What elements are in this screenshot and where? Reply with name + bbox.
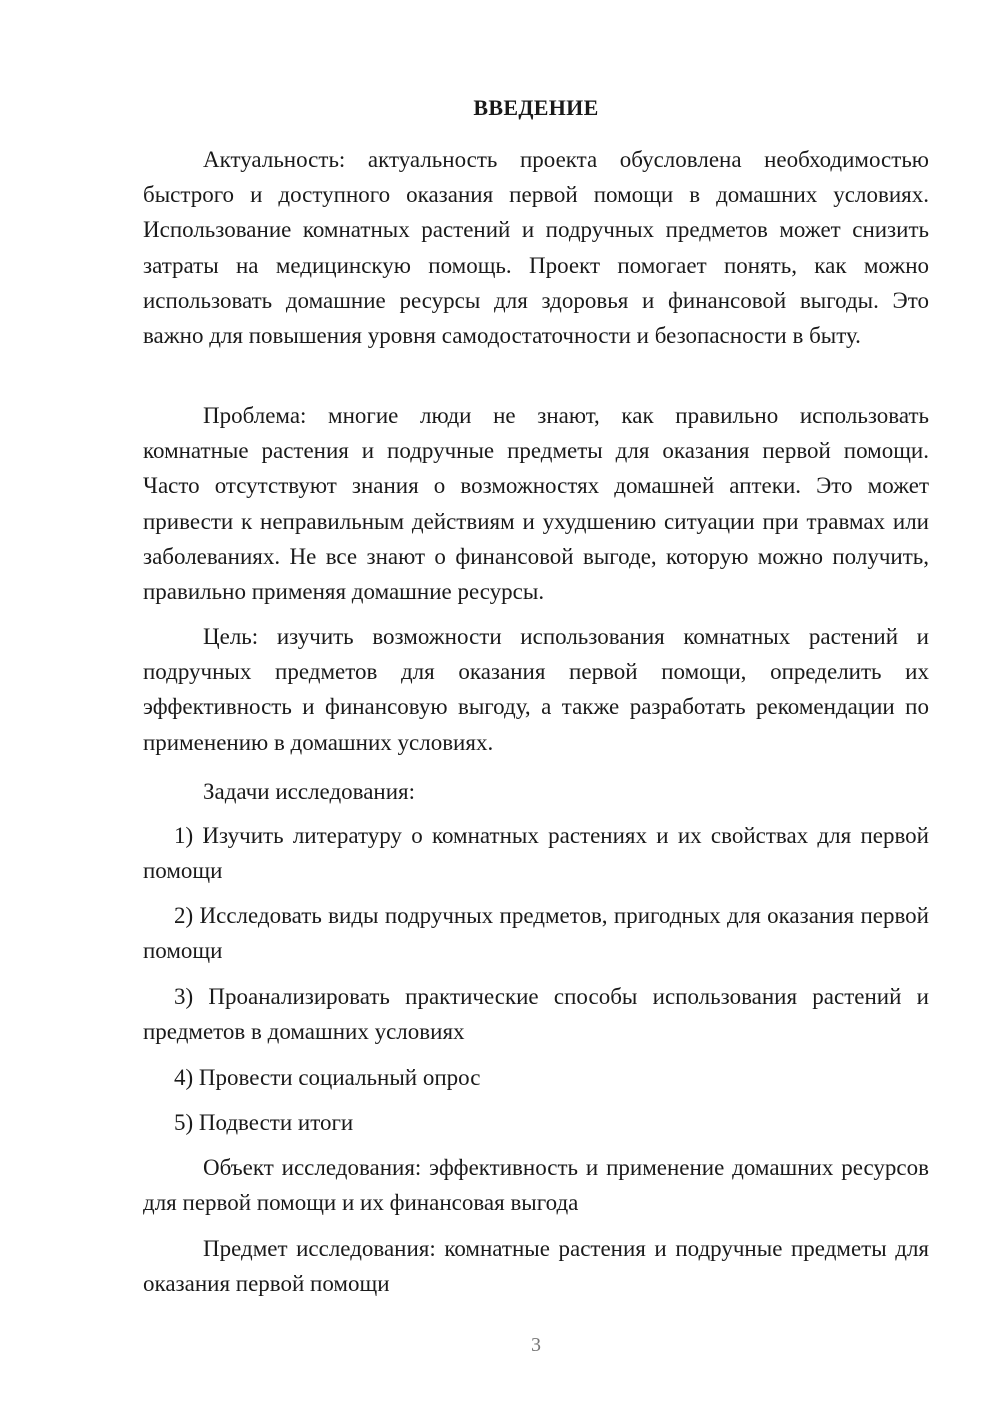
task-item-2: 2) Исследовать виды подручных предметов, пригодных для оказания первой помощи — [143, 903, 929, 964]
paragraph-relevance: Актуальность: актуальность проекта обусловлена необходимостью быстрого и доступного оказания первой помощи в домашних условиях. Использование комнатных растений и подручных предметов может снизить затраты на медицинскую помощь. Проект помогает понять, как можно использовать домашние ресурсы для здоровья и финансовой выгоды. Это важно для повышения уровня самодостаточности и безопасности в быту. — [143, 147, 929, 349]
paragraph-goal: Цель: изучить возможности использования комнатных растений и подручных предметов для оказания первой помощи, определить их эффективность и финансовую выгоду, а также разработать рекомендации по применению в домашних условиях. — [143, 624, 929, 755]
page-number: 3 — [531, 1334, 541, 1356]
task-item-4: 4) Провести социальный опрос — [174, 1065, 481, 1090]
tasks-heading: Задачи исследования: — [203, 779, 416, 804]
paragraph-subject: Предмет исследования: комнатные растения и подручные предметы для оказания первой помощи — [143, 1236, 929, 1297]
task-item-5: 5) Подвести итоги — [174, 1110, 354, 1135]
task-item-3: 3) Проанализировать практические способы использования растений и предметов в домашних условиях — [143, 984, 929, 1045]
task-item-1: 1) Изучить литературу о комнатных растениях и их свойствах для первой помощи — [143, 823, 929, 884]
paragraph-problem: Проблема: многие люди не знают, как правильно использовать комнатные растения и подручные предметы для оказания первой помощи. Часто отсутствуют знания о возможностях домашней аптеки. Это может привести к неправильным действиям и ухудшению ситуации при травмах или заболеваниях. Не все знают о финансовой выгоде, которую можно получить, правильно применяя домашние ресурсы. — [143, 403, 929, 605]
paragraph-object: Объект исследования: эффективность и применение домашних ресурсов для первой помощи и их финансовая выгода — [143, 1155, 929, 1216]
section-title: ВВЕДЕНИЕ — [473, 95, 599, 120]
